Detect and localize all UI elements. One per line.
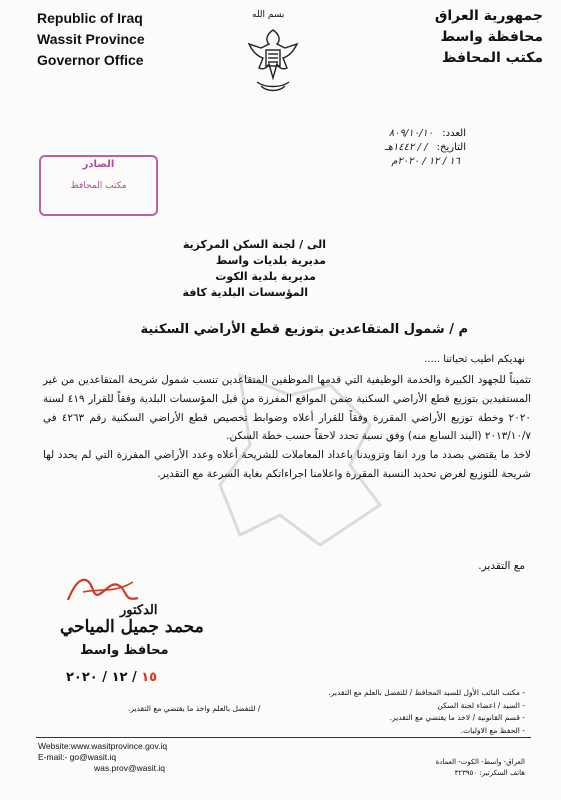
footer-divider: [36, 737, 531, 738]
letter-subject: م / شمول المتقاعدين بتوزيع قطع الأراضي السكنية: [140, 322, 468, 337]
signatory-role: محافظ واسط: [80, 643, 169, 658]
footer-contacts: [38, 741, 167, 774]
reference-number-label: العدد:: [442, 128, 466, 139]
addressee-item: مديرية بلديات واسط: [215, 254, 326, 267]
footer-address: [436, 757, 525, 779]
letterhead-province-ar: محافظة واسط: [440, 29, 543, 45]
addressee-list: [106, 237, 326, 301]
addressee-item: الى / لجنة السكن المركزية: [182, 238, 326, 251]
footer-address-line: العراق- واسط- الكوت- العمادة: [435, 758, 525, 766]
body-paragraph: لاخذ ما يقتضي بصدد ما ورد انفا وتزويدنا باعداد المعاملات للشريحة أعلاه وعدد الأراضي المفرزة التي لم يحدد لها شريحة للتوزيع لغرض تحديد النسبة المقررة واعلامنا اجراءاتكم بغاية السرعة مع التقدير.: [43, 449, 531, 480]
basmala: بسم الله: [252, 10, 285, 20]
cc-item: - مكتب النائب الأول للسيد المحافظ / للتفضل بالعلم مع التقدير.: [328, 688, 525, 697]
letterhead-office-ar: مكتب المحافظ: [441, 50, 543, 66]
letter-closing: مع التقدير.: [478, 560, 525, 572]
footer-email: E-mail:- go@wasit.iq: [38, 752, 117, 762]
reference-date-label: التاريخ:: [436, 142, 466, 153]
footer-email-secondary: was.prov@wasit.iq: [94, 763, 165, 773]
letterhead-country-ar: جمهورية العراق: [434, 8, 543, 24]
letterhead-office: Governor Office: [37, 52, 144, 68]
reference-number: [385, 127, 466, 141]
letterhead-province: Wassit Province: [37, 31, 145, 47]
letter-body: [43, 371, 531, 484]
english-letterhead: [37, 8, 197, 71]
signature-date: [66, 670, 157, 685]
reference-hijri-date: / / ١٤٤٢هـ: [384, 142, 428, 153]
letterhead-country: Republic of Iraq: [37, 10, 143, 26]
signature-date-rest: / ١٢ / ٢٠٢٠: [66, 670, 137, 685]
iraq-emblem-icon: [239, 24, 307, 96]
footer-phone: هاتف السكرتير: ٣٢٣٩٥٠: [454, 769, 525, 777]
body-paragraph: تثميناً للجهود الكبيرة والخدمة الوظيفية التي قدمها الموظفين المتقاعدين تنسب شمول شريحة المتقاعدين من غير المستفيدين بتوزيع قطع الأراضي السكنية ضمن المواقع المفرزة من قبل المؤسسات البلدية وفقاً للقرار ٤١٩ لسنة ٢٠٢٠ وخطة توزيع الأراضي المقررة وفقاً للقرار أعلاه وضوابط تخصيص قطع الأراضي السكنية رقم ٤٢٦٣ في ٢٠١٣/١٠/٧ (البند السابع منه) وفق نسبة تحدد لاحقاً حسب خطة السكن.: [43, 374, 531, 443]
reference-date: [385, 141, 466, 155]
signatory-name: محمد جميل المياحي: [60, 617, 204, 637]
reference-block: [385, 127, 466, 169]
stamp-title: الصادر: [82, 159, 115, 170]
signatory-title: الدكتور: [120, 603, 158, 618]
stamp-office: مكتب المحافظ: [70, 181, 127, 191]
outgoing-stamp: [39, 155, 158, 216]
cc-item: - الحفظ مع الاوليات.: [460, 725, 525, 735]
signature-date-day: ١٥: [141, 670, 158, 685]
letter-greeting: نهديكم اطيب تحياتنا .....: [424, 354, 525, 365]
addressee-item: مديرية بلدية الكوت: [215, 270, 316, 283]
cc-list: [275, 687, 525, 737]
reference-number-value: ٨٠٩/١٠/١٠: [388, 128, 434, 139]
cc-note: / للتفضل بالعلم واخذ ما يقتضي مع التقدير.: [128, 704, 261, 713]
footer-website: Website:www.wasitprovince.gov.iq: [38, 741, 168, 751]
arabic-letterhead: [378, 6, 543, 69]
cc-item: - قسم القانونية / لاخذ ما يقتضي مع التقدير.: [389, 713, 525, 722]
addressee-item: المؤسسات البلدية كافة: [182, 286, 308, 299]
cc-item: - السيد / اعضاء لجنة السكن: [437, 700, 525, 710]
reference-gregorian-date: ١٦ / ١٢ / ٢٠٢٠م: [391, 156, 460, 167]
